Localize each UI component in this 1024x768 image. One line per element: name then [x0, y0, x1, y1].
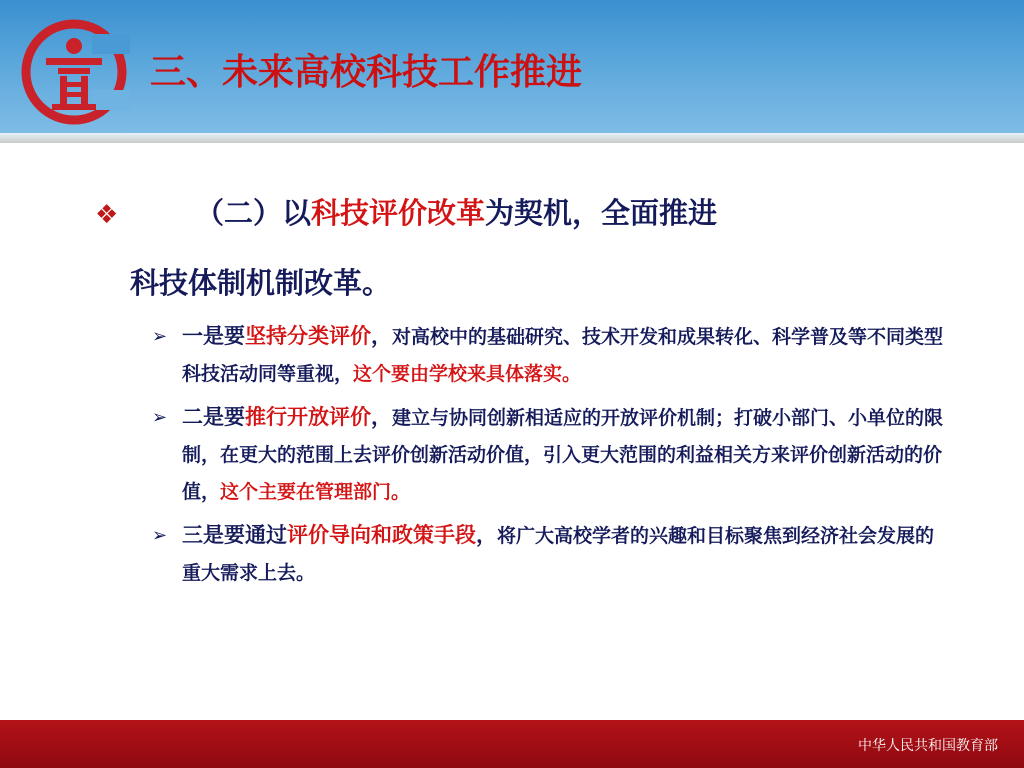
heading-part1: （二）以 — [195, 196, 312, 230]
arrow-bullet-icon: ➢ — [152, 407, 168, 428]
footer-label: 中华人民共和国教育部 — [858, 738, 998, 754]
bullet-highlight: 推行开放评价 — [245, 405, 371, 429]
education-logo-icon — [18, 16, 130, 128]
list-item — [152, 318, 952, 393]
bullet-tail: 这个要由学校来具体落实。 — [353, 363, 582, 385]
heading-part3: 为契机，全面推进 — [485, 196, 718, 230]
bullet-comma: ， — [476, 523, 497, 547]
header-divider — [0, 133, 1024, 143]
arrow-bullet-icon: ➢ — [152, 326, 168, 347]
heading-line2: 科技体制机制改革。 — [130, 266, 392, 300]
bullet-body: 将广大高校学者的兴趣和目标聚焦到经济社会发展的重大需求上去。 — [182, 525, 935, 584]
list-item — [152, 517, 952, 592]
bullet-body: 对高校中的基础研究、技术开发和成果转化、科学普及等不同类型科技活动同等重视， — [182, 326, 944, 385]
arrow-bullet-icon: ➢ — [152, 525, 168, 546]
bullet-highlight: 评价导向和政策手段 — [287, 523, 476, 547]
bullet-prefix: 三是要通过 — [182, 523, 287, 547]
bullet-highlight: 坚持分类评价 — [245, 324, 371, 348]
diamond-bullet-icon: ❖ — [95, 200, 119, 230]
bullet-body: 建立与协同创新相适应的开放评价机制；打破小部门、小单位的限制，在更大的范围上去评价创新活动价值，引入更大范围的利益相关方来评价创新活动的价值， — [182, 407, 944, 503]
page-title: 三、未来高校科技工作推进 — [150, 52, 583, 93]
bullet-tail: 这个主要在管理部门。 — [220, 481, 411, 503]
bullet-prefix: 二是要 — [182, 405, 245, 429]
bullet-comma: ， — [371, 324, 392, 348]
heading-highlight: 科技评价改革 — [311, 196, 486, 230]
section-heading — [95, 176, 955, 320]
bullet-comma: ， — [371, 405, 392, 429]
list-item — [152, 399, 952, 511]
bullet-list — [152, 318, 952, 598]
bullet-prefix: 一是要 — [182, 324, 245, 348]
footer-bar — [0, 720, 1024, 768]
header-bar — [0, 0, 1024, 133]
